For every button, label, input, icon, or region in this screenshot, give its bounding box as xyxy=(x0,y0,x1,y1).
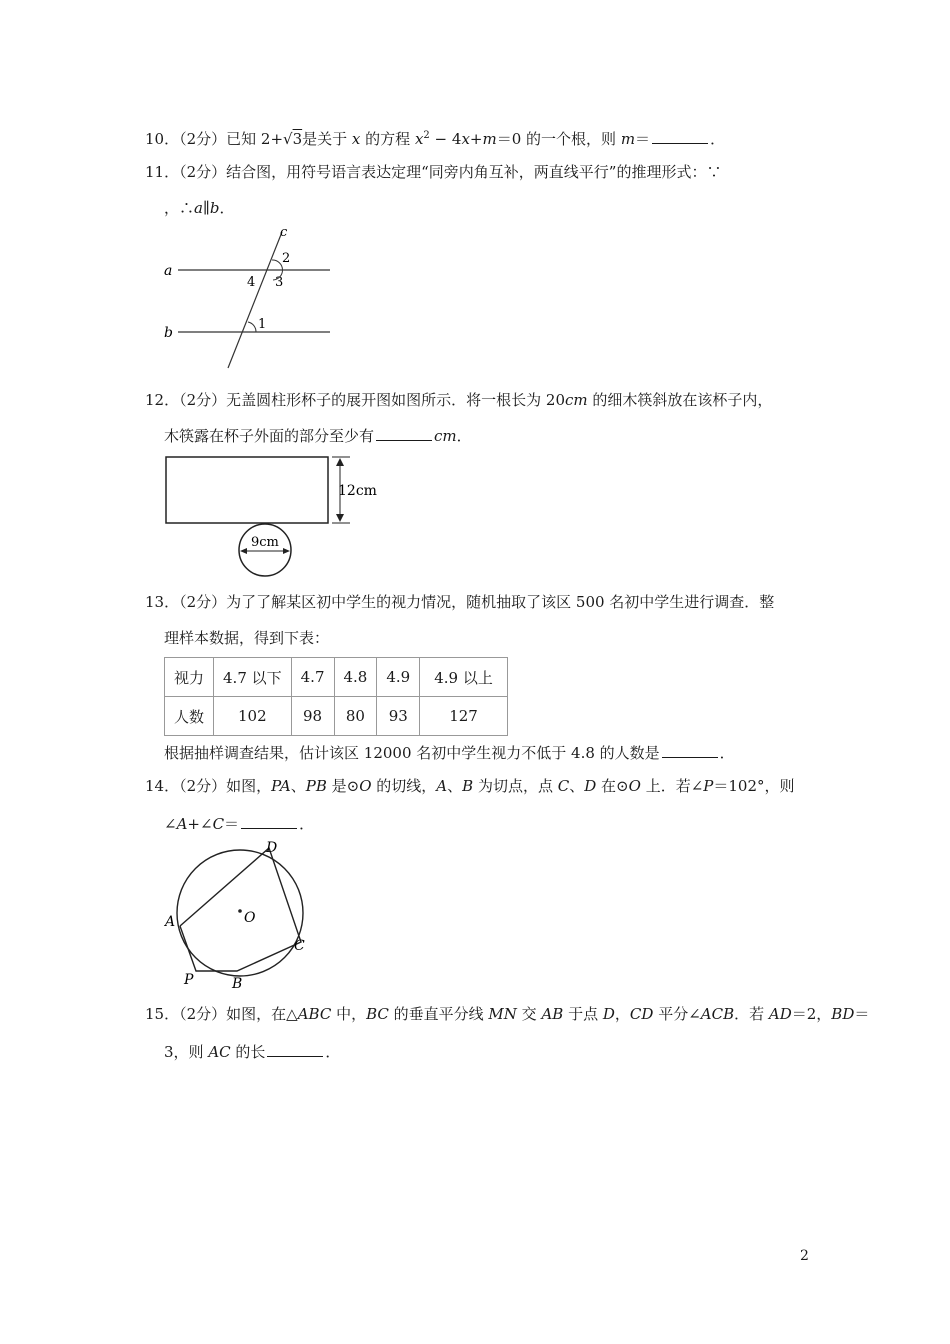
q12-line-1: 12．（2分）无盖圆柱形杯子的展开图如图所示．将一根长为 20cm 的细木筷斜放在该杯子内， xyxy=(145,391,773,409)
q13-line-1: 13．（2分）为了了解某区初中学生的视力情况，随机抽取了该区 500 名初中学生进行调查．整 xyxy=(145,593,775,611)
point-d-label: D xyxy=(266,840,278,856)
q14-answer-blank[interactable] xyxy=(241,814,297,829)
point-b-label: B xyxy=(232,976,243,992)
q10-line: 10．（2分）已知 2+√3是关于 x 的方程 $x^2 - 4x+m=0$ 的一个根，则 m＝ ． xyxy=(145,130,726,148)
point-p-label: P xyxy=(184,972,194,988)
sqrt-sign: √ xyxy=(283,130,293,148)
point-a-label: A xyxy=(165,914,176,930)
angle-4-label: 4 xyxy=(247,275,256,290)
q12-cylinder-net-figure xyxy=(160,450,390,585)
q14-line-1: 14．（2分）如图，PA、PB 是⊙O 的切线，A、B 为切点，点 C、D 在⊙O 上．若∠P＝102°，则 xyxy=(145,777,795,795)
vision-table xyxy=(164,657,508,736)
height-label: 12cm xyxy=(338,483,377,499)
angle-2-label: 2 xyxy=(282,251,291,266)
diameter-label: 9cm xyxy=(251,535,279,550)
q10-answer-blank[interactable] xyxy=(652,129,708,144)
angle-3-label: 3 xyxy=(275,275,284,290)
center-o-label: O xyxy=(244,910,256,926)
q13-answer-blank[interactable] xyxy=(662,743,718,758)
q12-answer-blank[interactable] xyxy=(376,426,432,441)
q13-line-2: 理样本数据，得到下表： xyxy=(164,629,330,647)
point-c-label: C xyxy=(294,938,305,954)
table-row: 视力 4.7 以下 4.7 4.8 4.9 4.9 以上 xyxy=(165,658,508,697)
q11-line-2: ，∴a∥b． xyxy=(164,199,235,217)
line-b-label: b xyxy=(164,325,173,341)
q15-line-2: 3，则 AC 的长 ． xyxy=(164,1043,341,1061)
q11-line-1: 11．（2分）结合图，用符号语言表达定理“同旁内角互补，两直线平行”的推理形式：∵ xyxy=(145,163,722,181)
line-a-label: a xyxy=(164,263,173,279)
q15-line-1: 15．（2分）如图，在△ABC 中，BC 的垂直平分线 MN 交 AB 于点 D，CD 平分∠ACB．若 AD＝2，BD＝ xyxy=(145,1005,870,1023)
q14-line-2: ∠A+∠C＝ ． xyxy=(164,815,315,833)
line-c-label: c xyxy=(280,225,288,240)
q14-circle-figure xyxy=(160,838,320,993)
page-number: 2 xyxy=(800,1248,809,1264)
q15-answer-blank[interactable] xyxy=(267,1042,323,1057)
q13-line-3: 根据抽样调查结果，估计该区 12000 名初中学生视力不低于 4.8 的人数是 ． xyxy=(164,744,735,762)
q11-parallel-lines-figure xyxy=(160,222,340,372)
table-row: 人数 102 98 80 93 127 xyxy=(165,697,508,736)
angle-1-label: 1 xyxy=(258,317,267,332)
q12-line-2: 木筷露在杯子外面的部分至少有 cm． xyxy=(164,427,472,445)
